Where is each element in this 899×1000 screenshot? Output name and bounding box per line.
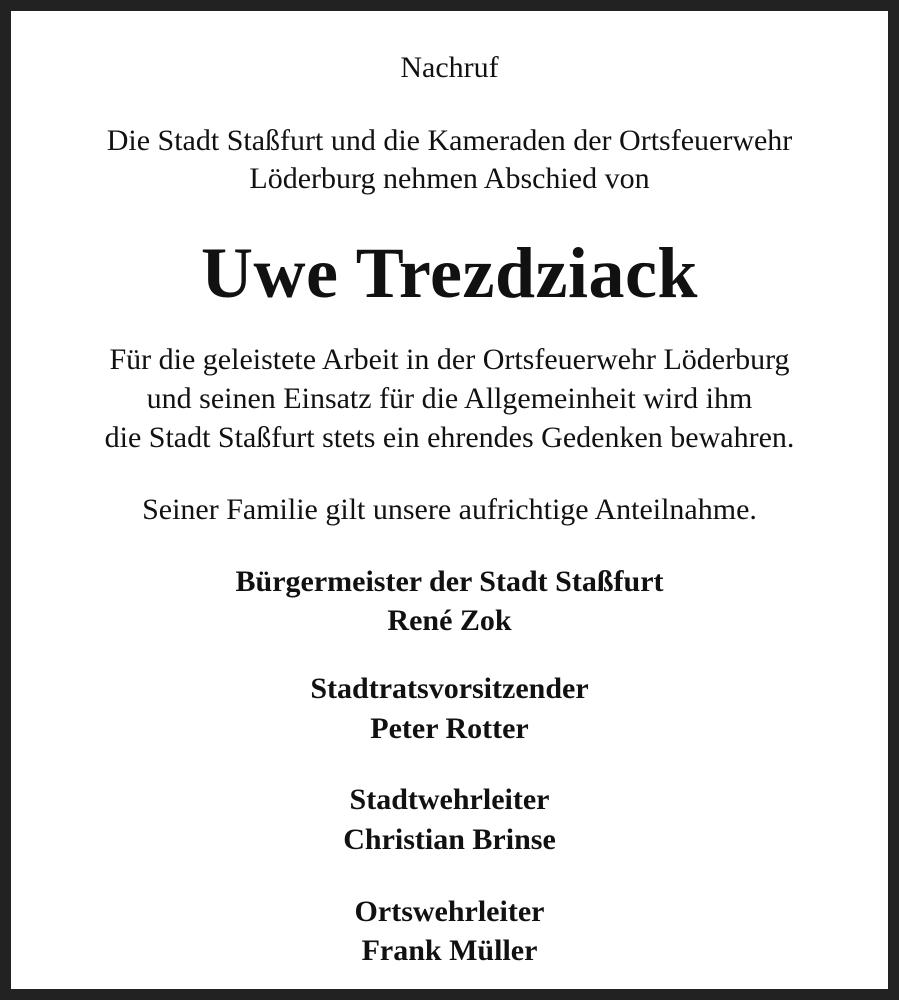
signatory-name: Frank Müller	[361, 934, 538, 967]
signatory-name: Peter Rotter	[370, 712, 529, 745]
signatory-title: Bürgermeister der Stadt Staßfurt	[235, 565, 664, 598]
signatory-title: Ortswehrleiter	[354, 895, 545, 928]
condolence-text: Seiner Familie gilt unsere aufrichtige Anteilnahme.	[142, 493, 757, 526]
intro-line-2: Löderburg nehmen Abschied von	[249, 162, 650, 195]
signatory-name: René Zok	[387, 604, 512, 637]
tribute-line-2: und seinen Einsatz für die Allgemeinheit wird ihm	[146, 382, 753, 415]
signatory-title: Stadtwehrleiter	[349, 783, 550, 816]
intro-line-1: Die Stadt Staßfurt und die Kameraden der Ortsfeuerwehr	[106, 124, 793, 157]
deceased-name: Uwe Trezdziack	[201, 233, 698, 313]
tribute-line-1: Für die geleistete Arbeit in der Ortsfeuerwehr Löderburg	[109, 343, 790, 376]
signatory-name: Christian Brinse	[343, 823, 556, 856]
obituary-notice	[22, 22, 877, 978]
signatory-title: Stadtratsvorsitzender	[310, 672, 589, 705]
tribute-line-3: die Stadt Staßfurt stets ein ehrendes Gedenken bewahren.	[104, 421, 795, 454]
notice-heading: Nachruf	[400, 51, 499, 84]
